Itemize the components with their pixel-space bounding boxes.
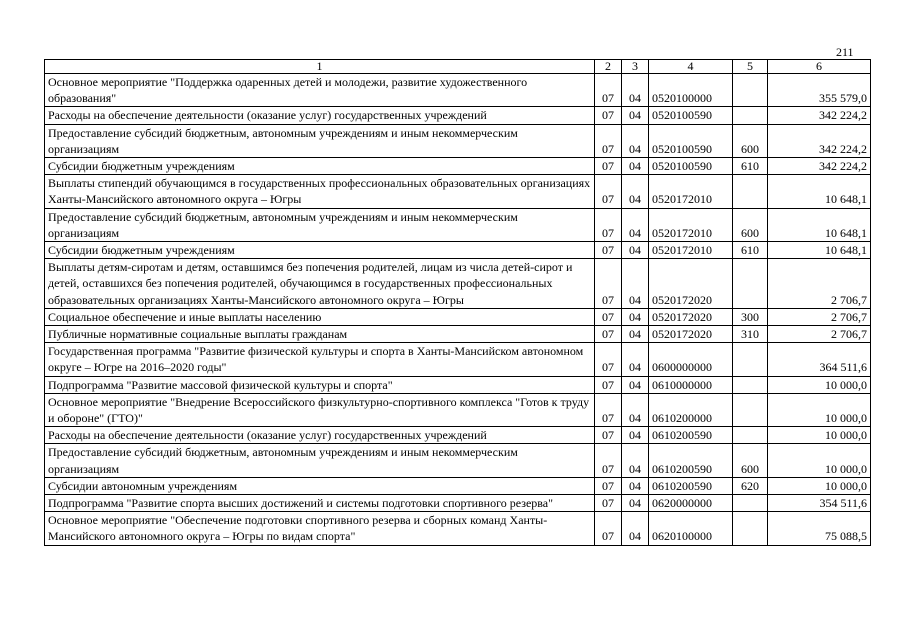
section-code-cell: 07 <box>595 308 622 325</box>
subsection-code-cell: 04 <box>622 158 649 175</box>
item-name-cell: Предоставление субсидий бюджетным, автономным учреждениям и иным некоммерческим организациям <box>45 444 595 477</box>
subsection-code-cell: 04 <box>622 308 649 325</box>
table-row <box>45 477 871 494</box>
amount-cell: 10 000,0 <box>768 444 871 477</box>
header-col-3: 3 <box>622 60 649 74</box>
amount-cell: 75 088,5 <box>768 512 871 545</box>
target-article-code-cell: 0620000000 <box>649 495 733 512</box>
expense-type-code-cell <box>733 259 768 309</box>
amount-cell: 342 224,2 <box>768 107 871 124</box>
subsection-code-cell: 04 <box>622 393 649 426</box>
target-article-code-cell: 0520100590 <box>649 124 733 157</box>
subsection-code-cell: 04 <box>622 124 649 157</box>
section-code-cell: 07 <box>595 158 622 175</box>
amount-cell: 10 000,0 <box>768 393 871 426</box>
amount-cell: 2 706,7 <box>768 259 871 309</box>
amount-cell: 2 706,7 <box>768 308 871 325</box>
section-code-cell: 07 <box>595 495 622 512</box>
section-code-cell: 07 <box>595 124 622 157</box>
subsection-code-cell: 04 <box>622 495 649 512</box>
section-code-cell: 07 <box>595 175 622 208</box>
amount-cell: 10 000,0 <box>768 427 871 444</box>
expense-type-code-cell <box>733 175 768 208</box>
expense-type-code-cell <box>733 343 768 376</box>
target-article-code-cell: 0520100590 <box>649 107 733 124</box>
target-article-code-cell: 0520172010 <box>649 175 733 208</box>
header-col-5: 5 <box>733 60 768 74</box>
amount-cell: 10 648,1 <box>768 242 871 259</box>
section-code-cell: 07 <box>595 444 622 477</box>
table-row <box>45 444 871 477</box>
expense-type-code-cell <box>733 107 768 124</box>
table-header-row <box>45 60 871 74</box>
subsection-code-cell: 04 <box>622 208 649 241</box>
item-name-cell: Предоставление субсидий бюджетным, автономным учреждениям и иным некоммерческим организациям <box>45 208 595 241</box>
expense-type-code-cell: 610 <box>733 242 768 259</box>
target-article-code-cell: 0520172010 <box>649 242 733 259</box>
item-name-cell: Подпрограмма "Развитие массовой физической культуры и спорта" <box>45 376 595 393</box>
target-article-code-cell: 0620100000 <box>649 512 733 545</box>
item-name-cell: Выплаты стипендий обучающимся в государственных профессиональных образовательных организациях Ханты-Мансийского автономного округа – Югры <box>45 175 595 208</box>
table-row <box>45 175 871 208</box>
item-name-cell: Субсидии бюджетным учреждениям <box>45 158 595 175</box>
target-article-code-cell: 0610000000 <box>649 376 733 393</box>
target-article-code-cell: 0610200590 <box>649 477 733 494</box>
budget-table <box>44 59 871 546</box>
section-code-cell: 07 <box>595 326 622 343</box>
expense-type-code-cell <box>733 74 768 107</box>
expense-type-code-cell <box>733 393 768 426</box>
item-name-cell: Государственная программа "Развитие физической культуры и спорта в Ханты-Мансийском автономном округе – Югре на 2016–2020 годы" <box>45 343 595 376</box>
target-article-code-cell: 0520172010 <box>649 208 733 241</box>
table-row <box>45 427 871 444</box>
target-article-code-cell: 0610200590 <box>649 444 733 477</box>
item-name-cell: Социальное обеспечение и иные выплаты населению <box>45 308 595 325</box>
header-col-4: 4 <box>649 60 733 74</box>
amount-cell: 354 511,6 <box>768 495 871 512</box>
item-name-cell: Расходы на обеспечение деятельности (оказание услуг) государственных учреждений <box>45 107 595 124</box>
expense-type-code-cell: 600 <box>733 208 768 241</box>
expense-type-code-cell <box>733 427 768 444</box>
section-code-cell: 07 <box>595 477 622 494</box>
item-name-cell: Публичные нормативные социальные выплаты гражданам <box>45 326 595 343</box>
section-code-cell: 07 <box>595 512 622 545</box>
table-row <box>45 393 871 426</box>
item-name-cell: Основное мероприятие "Поддержка одаренных детей и молодежи, развитие художественного образования" <box>45 74 595 107</box>
table-row <box>45 259 871 309</box>
item-name-cell: Предоставление субсидий бюджетным, автономным учреждениям и иным некоммерческим организациям <box>45 124 595 157</box>
table-row <box>45 124 871 157</box>
expense-type-code-cell <box>733 376 768 393</box>
table-row <box>45 107 871 124</box>
target-article-code-cell: 0520100590 <box>649 158 733 175</box>
subsection-code-cell: 04 <box>622 512 649 545</box>
header-col-1: 1 <box>45 60 595 74</box>
item-name-cell: Субсидии бюджетным учреждениям <box>45 242 595 259</box>
item-name-cell: Субсидии автономным учреждениям <box>45 477 595 494</box>
section-code-cell: 07 <box>595 208 622 241</box>
target-article-code-cell: 0610200000 <box>649 393 733 426</box>
amount-cell: 342 224,2 <box>768 158 871 175</box>
target-article-code-cell: 0600000000 <box>649 343 733 376</box>
target-article-code-cell: 0520172020 <box>649 326 733 343</box>
amount-cell: 10 648,1 <box>768 208 871 241</box>
target-article-code-cell: 0520100000 <box>649 74 733 107</box>
amount-cell: 342 224,2 <box>768 124 871 157</box>
section-code-cell: 07 <box>595 427 622 444</box>
subsection-code-cell: 04 <box>622 242 649 259</box>
subsection-code-cell: 04 <box>622 343 649 376</box>
expense-type-code-cell: 310 <box>733 326 768 343</box>
section-code-cell: 07 <box>595 393 622 426</box>
subsection-code-cell: 04 <box>622 175 649 208</box>
item-name-cell: Подпрограмма "Развитие спорта высших достижений и системы подготовки спортивного резерва" <box>45 495 595 512</box>
subsection-code-cell: 04 <box>622 107 649 124</box>
table-row <box>45 242 871 259</box>
subsection-code-cell: 04 <box>622 326 649 343</box>
item-name-cell: Выплаты детям-сиротам и детям, оставшимся без попечения родителей, лицам из числа детей-сирот и детей, оставшихся без попечения родителей, обучающимся в государственных профессиональных образовательных организациях Ханты-Мансийского автономного округа – Югры <box>45 259 595 309</box>
table-row <box>45 495 871 512</box>
amount-cell: 364 511,6 <box>768 343 871 376</box>
section-code-cell: 07 <box>595 376 622 393</box>
table-row <box>45 308 871 325</box>
table-row <box>45 208 871 241</box>
header-col-6: 6 <box>768 60 871 74</box>
expense-type-code-cell: 610 <box>733 158 768 175</box>
table-row <box>45 326 871 343</box>
subsection-code-cell: 04 <box>622 477 649 494</box>
expense-type-code-cell: 600 <box>733 124 768 157</box>
item-name-cell: Расходы на обеспечение деятельности (оказание услуг) государственных учреждений <box>45 427 595 444</box>
section-code-cell: 07 <box>595 242 622 259</box>
section-code-cell: 07 <box>595 259 622 309</box>
amount-cell: 10 648,1 <box>768 175 871 208</box>
table-row <box>45 74 871 107</box>
section-code-cell: 07 <box>595 343 622 376</box>
table-row <box>45 376 871 393</box>
expense-type-code-cell: 300 <box>733 308 768 325</box>
expense-type-code-cell: 620 <box>733 477 768 494</box>
amount-cell: 2 706,7 <box>768 326 871 343</box>
expense-type-code-cell: 600 <box>733 444 768 477</box>
amount-cell: 355 579,0 <box>768 74 871 107</box>
table-body <box>45 74 871 546</box>
subsection-code-cell: 04 <box>622 444 649 477</box>
section-code-cell: 07 <box>595 107 622 124</box>
subsection-code-cell: 04 <box>622 74 649 107</box>
target-article-code-cell: 0520172020 <box>649 259 733 309</box>
table-row <box>45 512 871 545</box>
table-row <box>45 158 871 175</box>
expense-type-code-cell <box>733 512 768 545</box>
amount-cell: 10 000,0 <box>768 477 871 494</box>
subsection-code-cell: 04 <box>622 376 649 393</box>
item-name-cell: Основное мероприятие "Обеспечение подготовки спортивного резерва и сборных команд Ханты-Мансийского автономного округа – Югры по видам спорта" <box>45 512 595 545</box>
item-name-cell: Основное мероприятие "Внедрение Всероссийского физкультурно-спортивного комплекса "Готов к труду и обороне" (ГТО)" <box>45 393 595 426</box>
subsection-code-cell: 04 <box>622 427 649 444</box>
header-col-2: 2 <box>595 60 622 74</box>
target-article-code-cell: 0520172020 <box>649 308 733 325</box>
page-number: 211 <box>836 45 854 59</box>
table-row <box>45 343 871 376</box>
expense-type-code-cell <box>733 495 768 512</box>
target-article-code-cell: 0610200590 <box>649 427 733 444</box>
subsection-code-cell: 04 <box>622 259 649 309</box>
amount-cell: 10 000,0 <box>768 376 871 393</box>
section-code-cell: 07 <box>595 74 622 107</box>
